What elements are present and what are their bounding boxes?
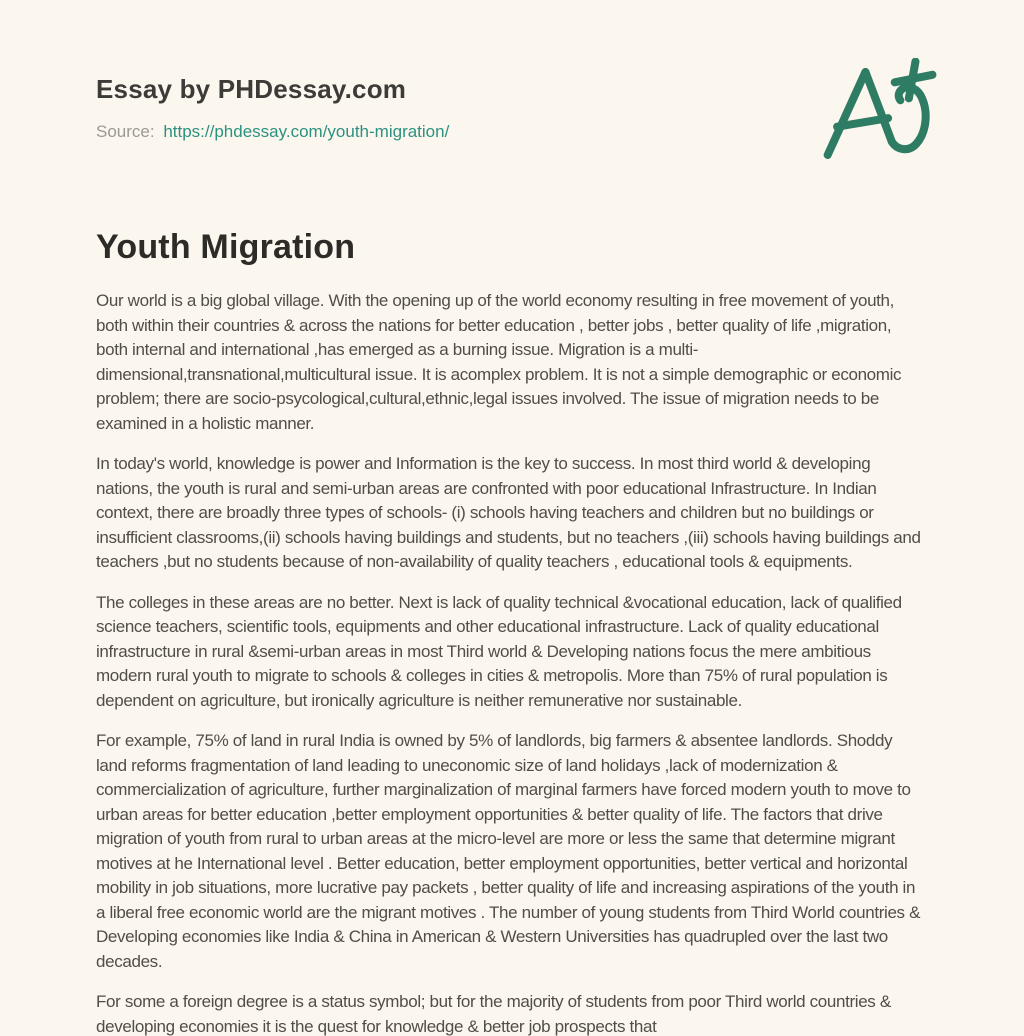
article-paragraph: For example, 75% of land in rural India is owned by 5% of landlords, big farmers & absentee landlords. Shoddy land reforms fragmentation of land leading to uneconomic size of land holidays ,lack of modernization & commercialization of agriculture, further marginalization of marginal farmers have forced modern youth to move to urban areas for better education ,better employment opportunities & better quality of life. The factors that drive migration of youth from rural to urban areas at the micro-level are more or less the same that determine migrant motives at he International level . Better education, better employment opportunities, better vertical and horizontal mobility in job situations, more lucrative pay packets , better quality of life and increasing aspirations of the youth in a liberal free economic world are the migrant motives . The number of young students from Third World countries & Developing economies like India & China in American & Western Universities has quadrupled over the last two decades. xyxy=(96,731,921,971)
article-paragraph: The colleges in these areas are no better. Next is lack of quality technical &vocational education, lack of qualified science teachers, scientific tools, equipments and other educational infrastructure. Lack of quality educational infrastructure in rural &semi-urban areas in most Third world & Developing nations focus the mere ambitious modern rural youth to migrate to schools & colleges in cities & metropolis. More than 75% of rural population is dependent on agriculture, but ironically agriculture is neither remunerative nor sustainable. xyxy=(96,592,902,710)
phdessay-a-plus-logo-icon xyxy=(822,58,940,168)
essay-by-title: Essay by PHDessay.com xyxy=(96,74,407,104)
source-label: Source: xyxy=(96,122,155,141)
essay-article xyxy=(96,228,924,1036)
article-paragraph: In today's world, knowledge is power and Information is the key to success. In most third world & developing nations, the youth is rural and semi-urban areas are confronted with poor educational Infrastructure. In Indian context, there are broadly three types of schools- (i) schools having teachers and children but no buildings or insufficient classrooms,(ii) schools having buildings and students, but no teachers ,(iii) schools having buildings and teachers ,but no students because of non-availability of quality teachers , educational tools & equipments. xyxy=(96,454,921,571)
article-paragraph: Our world is a big global village. With the opening up of the world economy resulting in free movement of youth, both within their countries & across the nations for better education , better jobs , better quality of life ,migration, both internal and international ,has emerged as a burning issue. Migration is a multi-dimensional,transnational,multicultural issue. It is acomplex problem. It is not a simple demographic or economic problem; there are socio-psycological,cultural,ethnic,legal issues involved. The issue of migration needs to be examined in a holistic manner. xyxy=(96,291,902,433)
article-paragraph: For some a foreign degree is a status symbol; but for the majority of students from poor Third world countries & developing economies it is the quest for knowledge & better job prospects that xyxy=(96,992,891,1036)
source-line xyxy=(96,122,449,142)
article-title: Youth Migration xyxy=(96,228,356,266)
source-url-link[interactable]: https://phdessay.com/youth-migration/ xyxy=(163,122,450,141)
